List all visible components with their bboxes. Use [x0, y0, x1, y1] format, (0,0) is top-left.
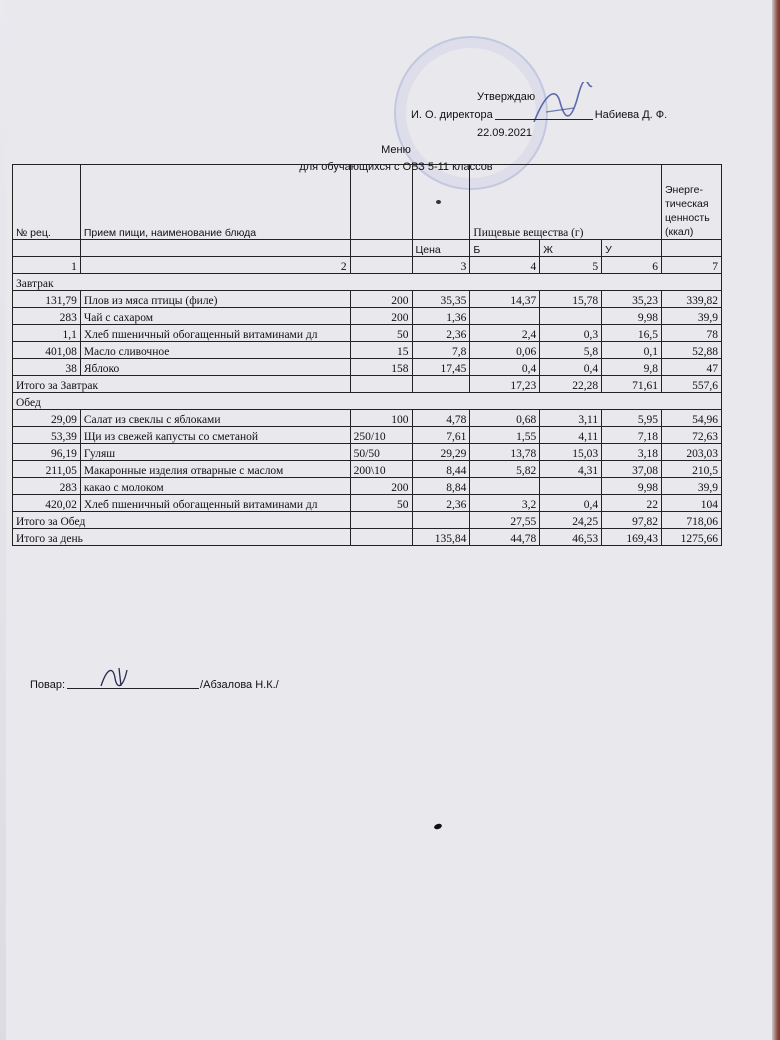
table-row: 420,02 Хлеб пшеничный обогащенный витаминами дл 50 2,36 3,2 0,4 22 104	[13, 495, 722, 512]
table-row: 38 Яблоко 158 17,45 0,4 0,4 9,8 47	[13, 359, 722, 376]
signature-line	[67, 676, 199, 689]
cook-signature-block	[30, 676, 279, 691]
document-sheet	[6, 0, 772, 1040]
table-row: 131,79 Плов из мяса птицы (филе) 200 35,35 14,37 15,78 35,23 339,82	[13, 291, 722, 308]
approval-role: И. О. директора	[411, 109, 493, 121]
header-energy: Энерге-тическая ценность (ккал)	[661, 165, 721, 240]
header-zh: Ж	[540, 240, 602, 257]
total-row-lunch: Итого за Обед 27,55 24,25 97,82 718,06	[13, 512, 722, 529]
total-row-day: Итого за день 135,84 44,78 46,53 169,43 1275,66	[13, 529, 722, 546]
cook-signature-icon	[97, 664, 137, 690]
table-row: 211,05 Макаронные изделия отварные с маслом 200\10 8,44 5,82 4,31 37,08 210,5	[13, 461, 722, 478]
cook-name: /Абзалова Н.К./	[200, 679, 279, 691]
approval-name: Набиева Д. Ф.	[594, 109, 668, 121]
table-row: 96,19 Гуляш 50/50 29,29 13,78 15,03 3,18 203,03	[13, 444, 722, 461]
speck-icon	[433, 823, 442, 830]
total-row-breakfast: Итого за Завтрак 17,23 22,28 71,61 557,6	[13, 376, 722, 393]
column-number-row: 1 2 3 4 5 6 7	[13, 257, 722, 274]
cook-label: Повар:	[30, 679, 66, 691]
title-line-2: для обучающихся с ОВЗ 5-11 классов	[299, 161, 493, 173]
header-u: У	[602, 240, 662, 257]
table-row: 283 Чай с сахаром 200 1,36 9,98 39,9	[13, 308, 722, 325]
title-line-1: Меню	[381, 144, 411, 156]
table-row: 1,1 Хлеб пшеничный обогащенный витаминами дл 50 2,36 2,4 0,3 16,5 78	[13, 325, 722, 342]
approval-heading: Утверждаю	[477, 91, 536, 103]
page-edge	[772, 0, 780, 1040]
header-b: Б	[470, 240, 540, 257]
subheader-row	[13, 240, 722, 257]
header-nutrients: Пищевые вещества (г)	[470, 165, 662, 240]
header-dish: Прием пищи, наименование блюда	[80, 165, 350, 240]
approval-date: 22.09.2021	[477, 127, 533, 139]
section-row-lunch: Обед	[13, 393, 722, 410]
table-row: 53,39 Щи из свежей капусты со сметаной 250/10 7,61 1,55 4,11 7,18 72,63	[13, 427, 722, 444]
header-rec: № рец.	[13, 165, 81, 240]
signature-line	[495, 107, 593, 120]
table-row: 401,08 Масло сливочное 15 7,8 0,06 5,8 0,1 52,88	[13, 342, 722, 359]
table-row: 283 какао с молоком 200 8,84 9,98 39,9	[13, 478, 722, 495]
table-row: 29,09 Салат из свеклы с яблоками 100 4,78 0,68 3,11 5,95 54,96	[13, 410, 722, 427]
menu-table	[12, 164, 722, 546]
approval-block	[411, 88, 711, 142]
header-row	[13, 165, 722, 240]
header-price: Цена	[412, 240, 470, 257]
section-row-breakfast: Завтрак	[13, 274, 722, 291]
